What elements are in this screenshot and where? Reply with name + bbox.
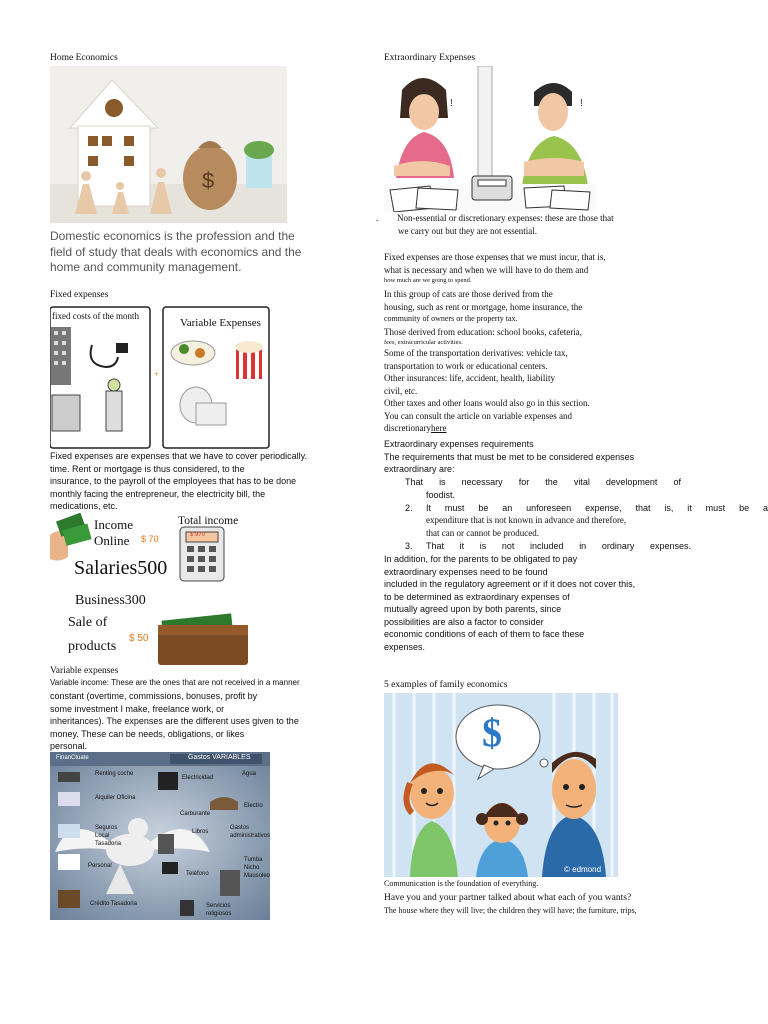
requirement-2 xyxy=(426,502,768,515)
calculator-display: $ 970 xyxy=(190,532,206,538)
fixed-expenses-heading: Fixed expenses xyxy=(50,290,109,300)
text-line: medications, etc. xyxy=(50,501,118,511)
word: is xyxy=(439,477,446,487)
gastos-label: Electricidad xyxy=(182,775,214,781)
text-line: money. These can be needs, obligations, or likes xyxy=(50,728,245,739)
house-illustration xyxy=(50,66,287,223)
word: That xyxy=(405,477,424,487)
gastos-label: Carburante xyxy=(180,811,211,817)
text-line: Non-essential or discretionary expenses: these are those that xyxy=(397,213,614,223)
partner-question: Have you and your partner talked about what each of you wants? xyxy=(384,893,632,903)
house-family-image xyxy=(50,66,287,223)
variable-expenses-heading: Variable expenses xyxy=(50,666,119,676)
intro-line: field of study that deals with economics and the xyxy=(50,244,302,259)
gastos-label: Teléfono xyxy=(186,871,209,877)
total-income-label: Total income xyxy=(178,515,239,527)
image-watermark: © edmond xyxy=(564,865,602,874)
requirements-section xyxy=(384,438,634,476)
right-heading: Extraordinary Expenses xyxy=(384,53,476,63)
text-line: In addition, for the parents to be obligated to pay xyxy=(384,554,578,564)
here-link[interactable]: here xyxy=(430,423,447,433)
word: expenses. xyxy=(649,541,691,551)
gastos-label: Servicios religiosos xyxy=(206,903,232,917)
examples-heading: 5 examples of family economics xyxy=(384,680,508,690)
gastos-label: Renting coche xyxy=(95,771,134,777)
left-heading: Home Economics xyxy=(50,53,118,63)
fixed-costs-label: fixed costs of the month xyxy=(52,311,139,321)
word: It xyxy=(426,503,432,513)
text-line: mutually agreed upon by both parents, since xyxy=(384,604,562,614)
word: That xyxy=(426,541,445,551)
text-line: inheritances). The expenses are the different uses given to the xyxy=(50,716,299,726)
word: must xyxy=(444,503,465,513)
bullet-marker: . xyxy=(376,213,379,223)
svg-text:$: $ xyxy=(202,168,215,193)
variable-expenses-text xyxy=(50,690,299,753)
text-line: fees, extracurricular activities. xyxy=(384,339,463,346)
gastos-label: Alquiler Oficina xyxy=(95,795,136,801)
text-line: community of owners or the property tax. xyxy=(384,314,518,323)
word: of xyxy=(673,477,681,487)
text-line: some investment I make, freelance work, or xyxy=(50,703,225,714)
fixed-variable-image xyxy=(50,305,272,450)
word: not xyxy=(501,541,515,551)
fixed-definition xyxy=(384,251,606,286)
text-line: transportation to work or educational centers. xyxy=(384,360,548,371)
word: the xyxy=(545,477,558,487)
svg-text:!: ! xyxy=(450,98,453,109)
text-line: monthly facing the entrepreneur, the electricity bill, the xyxy=(50,488,266,499)
word: a xyxy=(762,503,768,513)
word: vital xyxy=(573,477,590,487)
nonessential-text xyxy=(397,212,614,237)
text-line: what is necessary and when we will have to do them and xyxy=(384,264,589,275)
business-label: Business300 xyxy=(75,593,146,608)
text-line: that can or cannot be produced. xyxy=(426,527,539,538)
gastos-label: Crédito Tasadoria xyxy=(90,901,137,907)
text-line: expenditure that is not known in advance and therefore, xyxy=(426,515,627,525)
gastos-logo: FinanCtuate xyxy=(56,755,89,761)
text-line: You can consult the article on variable expenses and xyxy=(384,410,573,421)
word: expense, xyxy=(585,503,622,513)
text-line: possibilities are also a factor to consider xyxy=(384,616,544,627)
word: in xyxy=(579,541,587,551)
discretionary-line xyxy=(384,422,590,435)
gastos-label: Gastos administrativos xyxy=(230,825,270,839)
requirements-heading: Extraordinary expenses requirements xyxy=(384,439,534,449)
text-line: discretionary xyxy=(384,423,431,433)
text-line: Fixed expenses are expenses that we have to cover periodically. xyxy=(50,451,307,461)
word: that xyxy=(635,503,651,513)
extraordinary-expenses-image xyxy=(384,66,596,212)
income-label: Income xyxy=(94,517,133,532)
requirement-1 xyxy=(405,476,681,489)
income-image xyxy=(50,513,312,665)
text-line: The requirements that must be met to be considered expenses xyxy=(384,451,635,462)
gastos-label: Libros xyxy=(192,829,209,835)
text-line: we carry out but they are not essential. xyxy=(398,225,537,236)
family-communication-image xyxy=(384,693,618,877)
fixed-expenses-text xyxy=(50,450,307,513)
text-line: extraordinary are: xyxy=(384,464,455,474)
text-line: to be determined as extraordinary expenses of xyxy=(384,591,570,602)
text-line: housing, such as rent or mortgage, home insurance, the xyxy=(384,301,583,312)
word: unforeseen xyxy=(526,503,572,513)
house-children-line: The house where they will live; the children they will have; the furniture, trips, xyxy=(384,906,637,915)
text-line: civil, etc. xyxy=(384,385,418,396)
word: be xyxy=(478,503,489,513)
text-line: In this group of cats are those derived from the xyxy=(384,289,553,299)
word: included xyxy=(530,541,564,551)
text-line: Those derived from education: school books, cafeteria, xyxy=(384,326,582,337)
gastos-label: Personal xyxy=(88,863,112,869)
intro-line: Domestic economics is the profession and the xyxy=(50,229,295,243)
online-label: Online xyxy=(94,533,130,548)
text-line: time. Rent or mortgage is thus considered, to the xyxy=(50,463,245,474)
text-line: Other taxes and other loans would also go in this section. xyxy=(384,398,590,408)
word: it xyxy=(459,541,465,551)
word: ordinary xyxy=(601,541,635,551)
text-line: constant (overtime, commissions, bonuses, profit by xyxy=(50,691,258,701)
text-line: insurance, to the payroll of the employees that has to be done xyxy=(50,476,297,486)
svg-text:!: ! xyxy=(580,98,583,109)
variable-expenses-label: Variable Expenses xyxy=(180,317,261,329)
intro-paragraph xyxy=(50,229,350,276)
online-amount: $ 70 xyxy=(141,534,159,544)
text-line: Fixed expenses are those expenses that we must incur, that is, xyxy=(384,252,606,262)
gastos-label: Tumba Nicho Mausoleo xyxy=(244,857,270,879)
requirement-2-cont xyxy=(426,514,626,539)
requirement-2-number: 2. xyxy=(405,503,413,513)
text-line: how much are we going to spend. xyxy=(384,277,472,284)
addition-paragraph xyxy=(384,553,635,653)
gastos-label: Electro xyxy=(244,803,263,809)
word: is xyxy=(479,541,487,551)
word: necessary xyxy=(461,477,503,487)
requirement-1-cont: foodist. xyxy=(426,490,456,500)
text-line: personal. xyxy=(50,741,88,751)
text-line: expenses. xyxy=(384,641,426,652)
communication-caption: Communication is the foundation of everything. xyxy=(384,879,539,888)
requirement-3-number: 3. xyxy=(405,541,413,551)
word: for xyxy=(518,477,530,487)
gastos-title: Gastos VARIABLES xyxy=(188,754,251,761)
intro-line: home and community management. xyxy=(50,260,242,274)
sale-label-2: products xyxy=(68,639,117,654)
group-paragraph xyxy=(384,288,590,435)
text-line: extraordinary expenses need to be found xyxy=(384,566,548,577)
salaries-label: Salaries500 xyxy=(74,557,168,579)
word: must xyxy=(705,503,726,513)
word: development xyxy=(605,477,658,487)
gastos-label: Agua xyxy=(242,771,257,777)
word: it xyxy=(687,503,692,513)
requirement-3 xyxy=(426,540,691,553)
svg-text:+: + xyxy=(154,369,160,379)
sale-amount: $ 50 xyxy=(129,633,149,644)
text-line: economic conditions of each of them to face these xyxy=(384,629,585,639)
text-line: Other insurances: life, accident, health, liability xyxy=(384,373,555,383)
gastos-label: Seguros Local Tasadoria xyxy=(95,825,122,847)
variable-lead: Variable income: These are the ones that are not received in a manner xyxy=(50,678,300,687)
dollar-sign: $ xyxy=(482,710,502,755)
couple-illustration xyxy=(384,66,596,212)
word: be xyxy=(739,503,750,513)
word: is, xyxy=(664,503,674,513)
text-line: Some of the transportation derivatives: vehicle tax, xyxy=(384,348,568,358)
text-line: included in the regulatory agreement or if it does not cover this, xyxy=(384,579,636,589)
word: an xyxy=(502,503,513,513)
gastos-variables-image xyxy=(50,752,270,920)
sale-label-1: Sale of xyxy=(68,615,108,630)
